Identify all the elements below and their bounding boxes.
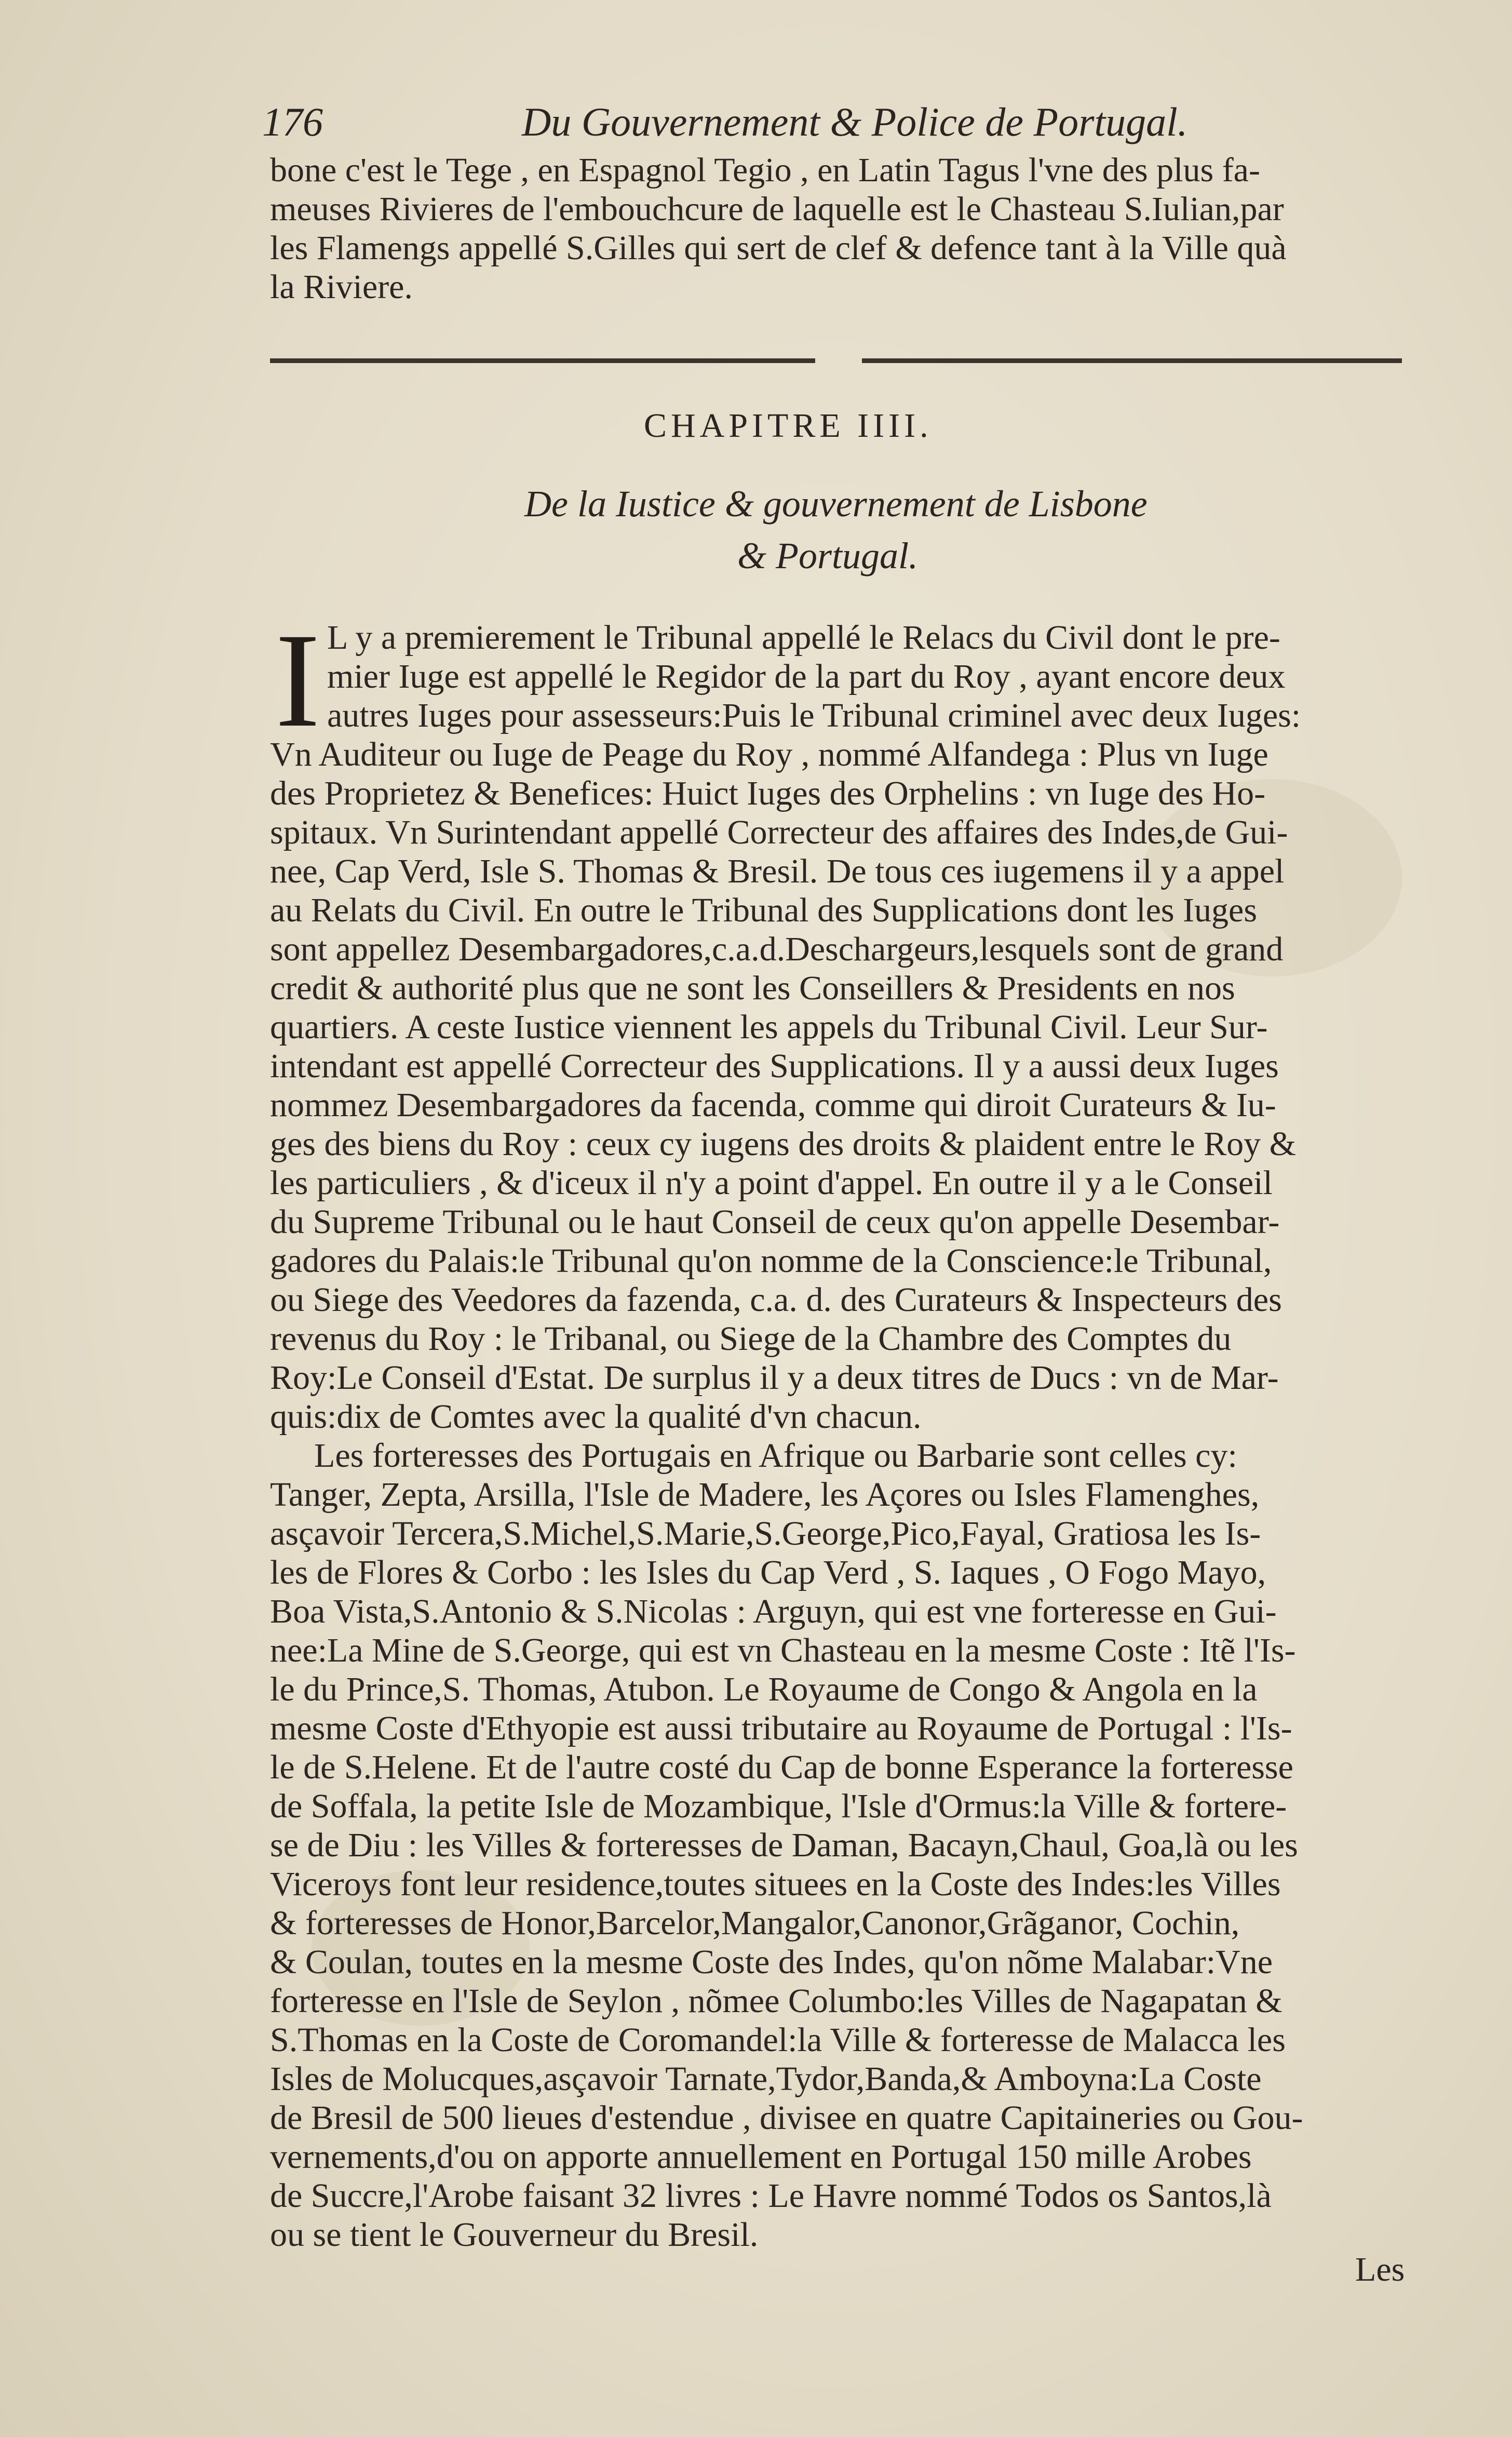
text-line: asçavoir Tercera,S.Michel,S.Marie,S.George,Pico,Fayal, Gratiosa les Is- [270,1515,1261,1552]
text-line: se de Diu : les Villes & forteresses de Daman, Bacayn,Chaul, Goa,là ou les [270,1826,1298,1864]
text-line: quartiers. A ceste Iustice viennent les appels du Tribunal Civil. Leur Sur- [270,1008,1268,1046]
text-line: ou Siege des Veedores da fazenda, c.a. d. des Curateurs & Inspecteurs des [270,1281,1282,1319]
intro-paragraph [270,151,1410,306]
text-line: du Supreme Tribunal ou le haut Conseil de ceux qu'on appelle Desembar- [270,1203,1280,1241]
text-line: revenus du Roy : le Tribanal, ou Siege de la Chambre des Comptes du [270,1320,1232,1358]
text-line: de Bresil de 500 lieues d'estendue , divisee en quatre Capitaineries ou Gou- [270,2099,1303,2137]
text-line: L y a premierement le Tribunal appellé le Relacs du Civil dont le pre- [327,619,1280,657]
text-line: Les forteresses des Portugais en Afrique ou Barbarie sont celles cy: [314,1437,1237,1475]
text-line: nee:La Mine de S.George, qui est vn Chasteau en la mesme Coste : Itẽ l'Is- [270,1631,1296,1669]
text-line: forteresse en l'Isle de Seylon , nõmee Columbo:les Villes de Nagapatan & [270,1982,1282,2020]
text-line: Vn Auditeur ou Iuge de Peage du Roy , nommé Alfandega : Plus vn Iuge [270,735,1268,773]
text-line: autres Iuges pour assesseurs:Puis le Tribunal criminel avec deux Iuges: [327,697,1301,734]
text-line: ges des biens du Roy : ceux cy iugens des droits & plaident entre le Roy & [270,1125,1296,1163]
ornamental-rule-left [270,358,815,363]
page-number: 176 [262,99,323,144]
running-head [262,96,1405,148]
drop-cap: I [275,606,320,755]
text-line: sont appellez Desembargadores,c.a.d.Deschargeurs,lesquels sont de grand [270,930,1284,968]
text-line: les Flamengs appellé S.Gilles qui sert de clef & defence tant à la Ville quà [270,229,1287,267]
text-line: au Relats du Civil. En outre le Tribunal des Supplications dont les Iuges [270,891,1258,929]
text-line: Tanger, Zepta, Arsilla, l'Isle de Madere, les Açores ou Isles Flamenghes, [270,1476,1260,1514]
text-line: gadores du Palais:le Tribunal qu'on nomme de la Conscience:le Tribunal, [270,1242,1272,1280]
chapter-subtitle-line: & Portugal. [737,535,919,577]
text-line: le du Prince,S. Thomas, Atubon. Le Royaume de Congo & Angola en la [270,1670,1258,1708]
text-line: nommez Desembargadores da facenda, comme qui diroit Curateurs & Iu- [270,1086,1276,1124]
main-text [270,606,1410,2254]
text-line: quis:dix de Comtes avec la qualité d'vn chacun. [270,1398,922,1436]
text-line: S.Thomas en la Coste de Coromandel:la Ville & forteresse de Malacca les [270,2021,1286,2059]
catchword: Les [1355,2251,1405,2288]
chapter-subtitle-line: De la Iustice & gouvernement de Lisbone [524,483,1148,525]
ornamental-rule-right [862,358,1402,363]
text-line: bone c'est le Tege , en Espagnol Tegio , en Latin Tagus l'vne des plus fa- [270,151,1260,189]
text-line: mier Iuge est appellé le Regidor de la part du Roy , ayant encore deux [327,658,1286,695]
text-line: meuses Rivieres de l'embouchcure de laquelle est le Chasteau S.Iulian,par [270,190,1284,228]
text-line: credit & authorité plus que ne sont les Conseillers & Presidents en nos [270,969,1235,1007]
text-line: de Succre,l'Arobe faisant 32 livres : Le Havre nommé Todos os Santos,là [270,2177,1272,2215]
chapter-heading: CHAPITRE IIII. [644,407,933,445]
text-line: spitaux. Vn Surintendant appellé Correcteur des affaires des Indes,de Gui- [270,813,1288,851]
text-line: Isles de Molucques,asçavoir Tarnate,Tydor,Banda,& Amboyna:La Coste [270,2060,1262,2098]
text-line: Viceroys font leur residence,toutes situees en la Coste des Indes:les Villes [270,1865,1281,1903]
text-line: les particuliers , & d'iceux il n'y a point d'appel. En outre il y a le Conseil [270,1164,1273,1202]
text-line: Boa Vista,S.Antonio & S.Nicolas : Arguyn, qui est vne forteresse en Gui- [270,1592,1277,1630]
text-line: intendant est appellé Correcteur des Supplications. Il y a aussi deux Iuges [270,1047,1279,1085]
text-line: la Riviere. [270,268,413,306]
text-line: & forteresses de Honor,Barcelor,Mangalor,Canonor,Grãganor, Cochin, [270,1904,1240,1942]
text-line: vernements,d'ou on apporte annuellement en Portugal 150 mille Arobes [270,2138,1252,2176]
running-title: Du Gouvernement & Police de Portugal. [522,99,1188,144]
text-line: Roy:Le Conseil d'Estat. De surplus il y a deux titres de Ducs : vn de Mar- [270,1359,1279,1397]
text-line: ou se tient le Gouverneur du Bresil. [270,2216,759,2254]
text-line: le de S.Helene. Et de l'autre costé du Cap de bonne Esperance la forteresse [270,1748,1293,1786]
text-line: & Coulan, toutes en la mesme Coste des Indes, qu'on nõme Malabar:Vne [270,1943,1273,1981]
chapter-subtitle [524,478,1199,582]
text-line: nee, Cap Verd, Isle S. Thomas & Bresil. De tous ces iugemens il y a appel [270,852,1285,890]
text-line: les de Flores & Corbo : les Isles du Cap Verd , S. Iaques , O Fogo Mayo, [270,1554,1266,1591]
text-line: des Proprietez & Benefices: Huict Iuges des Orphelins : vn Iuge des Ho- [270,774,1266,812]
text-line: de Soffala, la petite Isle de Mozambique, l'Isle d'Ormus:la Ville & fortere- [270,1787,1287,1825]
text-line: mesme Coste d'Ethyopie est aussi tributaire au Royaume de Portugal : l'Is- [270,1709,1292,1747]
